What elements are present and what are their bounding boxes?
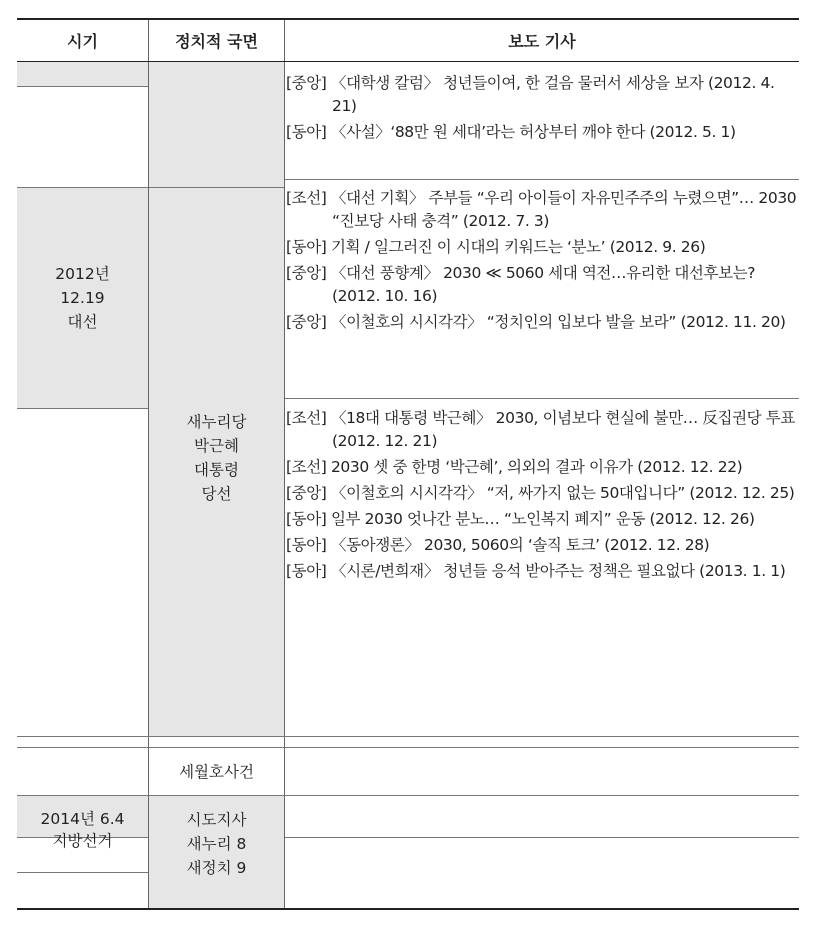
- phase-local-result: 시도지사 새누리 8 새정치 9: [186, 811, 247, 877]
- article-item: [중앙] 〈대학생 칼럼〉 청년들이여, 한 걸음 물러서 세상을 보자 (2012. 4. 21): [286, 74, 775, 115]
- articles-group-1: [286, 72, 798, 147]
- articles-group-2: [286, 187, 798, 337]
- period-2014-local-election: 2014년 6.4 지방선거: [40, 810, 125, 850]
- article-item: [동아] 〈사설〉‘88만 원 세대’라는 허상부터 깨야 한다 (2012. 5. 1): [286, 123, 736, 141]
- header-bottom-rule: [17, 61, 799, 62]
- article-rule-g: [285, 837, 799, 838]
- period-rule-c: [17, 408, 148, 409]
- period-2012-election: 2012년 12.19 대선: [55, 265, 110, 331]
- article-item: [동아] 기획 / 일그러진 이 시대의 키워드는 ‘분노’ (2012. 9. 26): [286, 238, 706, 256]
- article-item: [중앙] 〈대선 풍향계〉 2030 ≪ 5060 세대 역전…유리한 대선후보는? (2012. 10. 16): [286, 264, 756, 305]
- header-period: 시기: [67, 31, 98, 51]
- phase-sewol: 세월호사건: [179, 762, 254, 781]
- article-item: [동아] 일부 2030 엇나간 분노… “노인복지 폐지” 운동 (2012. 12. 26): [286, 510, 755, 528]
- article-rule-c: [285, 398, 799, 399]
- article-item: [조선] 〈18대 대통령 박근혜〉 2030, 이념보다 현실에 불만… 反집권당 투표 (2012. 12. 21): [286, 409, 795, 450]
- period-shade-top: [17, 62, 148, 86]
- article-item: [동아] 〈시론/변희재〉 청년들 응석 받아주는 정책은 필요없다 (2013. 1. 1): [286, 562, 786, 580]
- article-item: [중앙] 〈이철호의 시시각각〉 “정치인의 입보다 발을 보라” (2012. 11. 20): [286, 313, 786, 331]
- header-articles: 보도 기사: [508, 31, 576, 51]
- period-rule-a: [17, 86, 148, 87]
- articles-group-3: [286, 407, 798, 586]
- period-rule-h: [17, 872, 148, 873]
- row-rule-e: [17, 747, 799, 748]
- article-item: [중앙] 〈이철호의 시시각각〉 “저, 싸가지 없는 50대입니다” (2012. 12. 25): [286, 484, 795, 502]
- article-rule-b: [285, 179, 799, 180]
- phase-shade-upper: [149, 62, 284, 736]
- phase-rule-b: [149, 187, 284, 188]
- col-divider-2: [284, 19, 285, 909]
- table-bottom-rule: [17, 908, 799, 910]
- phase-saenuri-park-elected: 새누리당 박근혜 대통령 당선: [186, 413, 247, 503]
- article-item: [조선] 2030 셋 중 한명 ‘박근혜’, 의외의 결과 이유가 (2012. 12. 22): [286, 458, 743, 476]
- article-item: [동아] 〈동아쟁론〉 2030, 5060의 ‘솔직 토크’ (2012. 12. 28): [286, 536, 710, 554]
- article-item: [조선] 〈대선 기획〉 주부들 “우리 아이들이 자유민주주의 누렸으면”… 2030 “진보당 사태 충격” (2012. 7. 3): [286, 189, 797, 230]
- header-political-phase: 정치적 국면: [175, 31, 258, 51]
- row-rule-d: [17, 736, 799, 737]
